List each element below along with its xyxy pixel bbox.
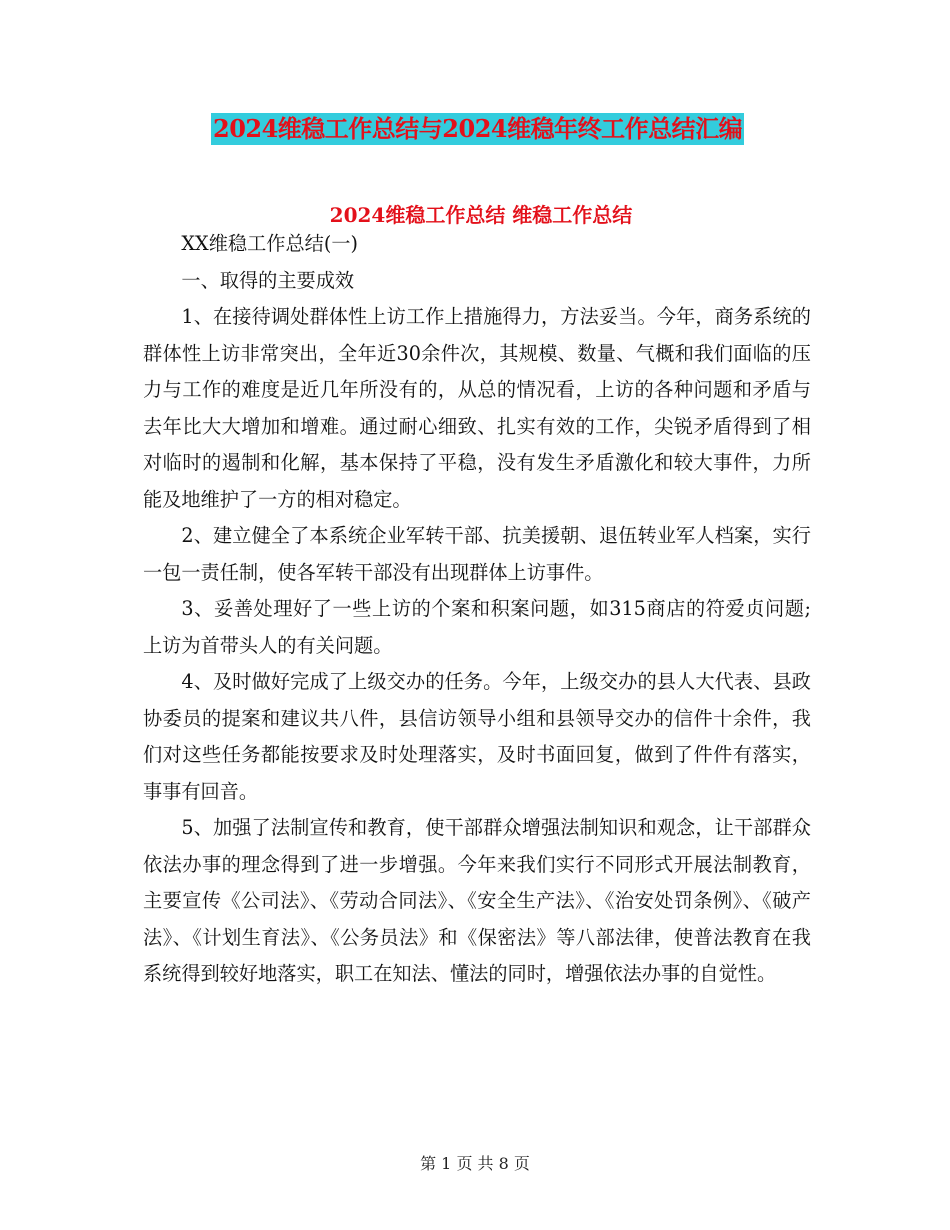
paragraph-4: 4、及时做好完成了上级交办的任务。今年，上级交办的县人大代表、县政协委员的提案和建议共八件，县信访领导小组和县领导交办的信件十余件，我们对这些任务都能按要求及时处理落实，及时书面回复，做到了件件有落实，事事有回音。 <box>143 670 811 803</box>
paragraph-3: 3、妥善处理好了一些上访的个案和积案问题，如315商店的符爱贞问题;上访为首带头人的有关问题。 <box>143 597 811 657</box>
document-title: 2024维稳工作总结与2024维稳年终工作总结汇编 <box>213 114 743 143</box>
paragraph-1: 1、在接待调处群体性上访工作上措施得力，方法妥当。今年，商务系统的群体性上访非常突出，全年近30余件次，其规模、数量、气概和我们面临的压力与工作的难度是近几年所没有的，从总的情况看，上访的各种问题和矛盾与去年比大大增加和增难。通过耐心细致、扎实有效的工作，尖锐矛盾得到了相对临时的遏制和化解，基本保持了平稳，没有发生矛盾激化和较大事件，力所能及地维护了一方的相对稳定。 <box>143 305 811 511</box>
paragraph-5: 5、加强了法制宣传和教育，使干部群众增强法制知识和观念，让干部群众依法办事的理念得到了进一步增强。今年来我们实行不同形式开展法制教育，主要宣传《公司法》、《劳动合同法》、《安全生产法》、《治安处罚条例》、《破产法》、《计划生育法》、《公务员法》和《保密法》等八部法律，使普法教育在我系统得到较好地落实，职工在知法、懂法的同时，增强依法办事的自觉性。 <box>143 816 811 985</box>
document-body <box>143 226 811 993</box>
document-subtitle: 2024维稳工作总结 维稳工作总结 <box>329 203 633 227</box>
page-footer: 第 1 页 共 8 页 <box>420 1154 530 1173</box>
paragraph-2: 2、建立健全了本系统企业军转干部、抗美援朝、退伍转业军人档案，实行一包一责任制，使各军转干部没有出现群体上访事件。 <box>143 524 811 584</box>
subsection-heading: 一、取得的主要成效 <box>181 268 355 292</box>
section-heading: XX维稳工作总结(一) <box>181 232 358 255</box>
